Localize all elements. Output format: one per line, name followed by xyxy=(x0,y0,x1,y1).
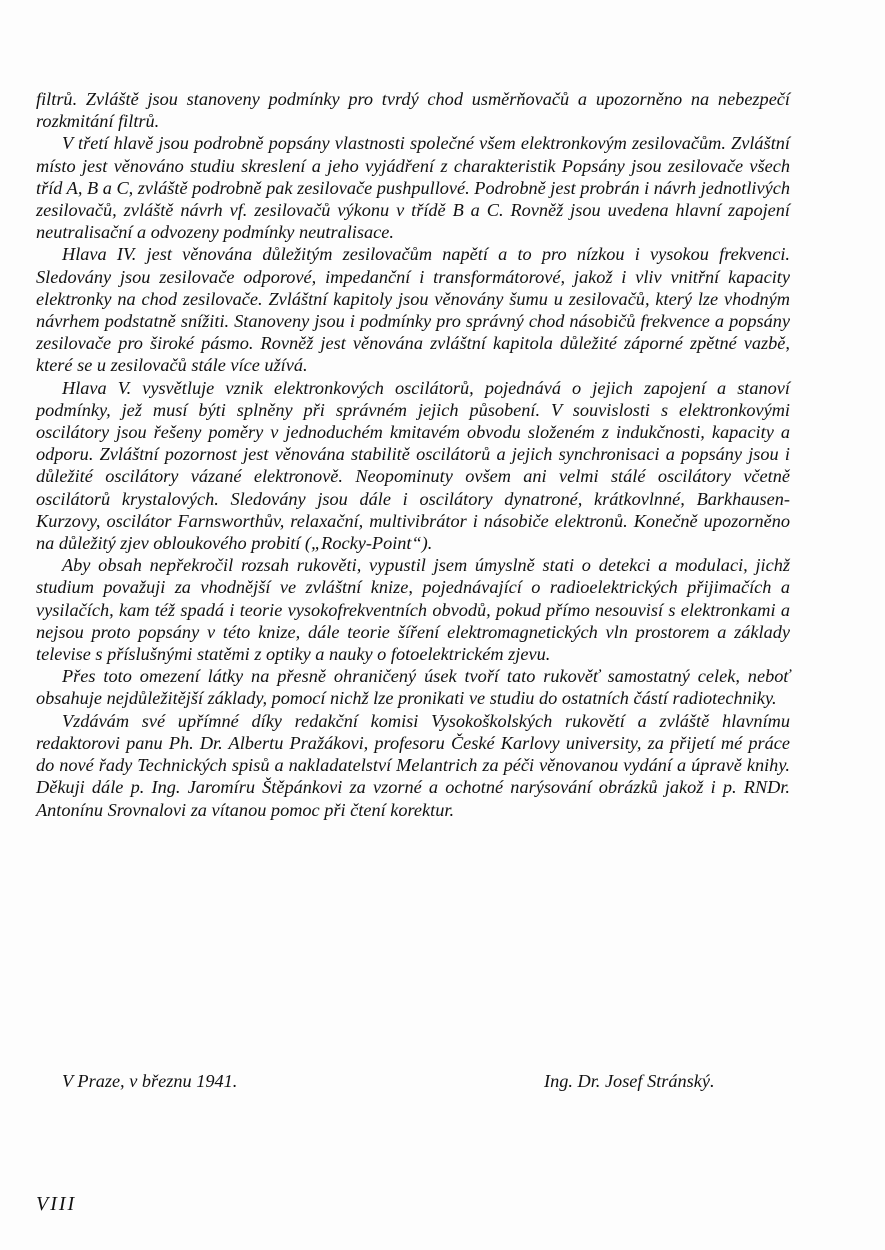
paragraph-4: Hlava V. vysvětluje vznik elektronkových oscilátorů, pojednává o jejich zapojení a stanoví podmínky, jež musí býti splněny při správném jejich působení. V souvislosti s elektronkovými oscilátory jsou řešeny poměry v jednoduchém kmitavém obvodu složeném z indukčnosti, kapacity a odporu. Zvláštní pozornost jest věnována stabilitě oscilátorů a jejich synchronisaci a popsány jsou i důležité oscilátory vázané elektronově. Neopominuty ovšem ani velmi stálé oscilátory včetně oscilátorů krystalových. Sledovány jsou dále i oscilátory dynatroné, krátkovlnné, Barkhausen-Kurzovy, oscilátor Farnsworthův, relaxační, multivibrátor i násobiče elektronů. Konečně upozorněno na důležitý zjev obloukového probití („Rocky-Point“). xyxy=(36,377,790,554)
paragraph-2: V třetí hlavě jsou podrobně popsány vlastnosti společné všem elektronkovým zesilovačům. Zvláštní místo jest věnováno studiu skreslení a jeho vyjádření z charakteristik Popsány jsou zesilovače všech tříd A, B a C, zvláště podrobně pak zesilovače pushpullové. Podrobně jest probrán i návrh jednotlivých zesilovačů, zvláště návrh vf. zesilovačů výkonu v třídě B a C. Rovněž jsou uvedena hlavní zapojení neutralisační a odvozeny podmínky neutralisace. xyxy=(36,133,790,243)
body-text xyxy=(36,88,790,821)
paragraph-7: Vzdávám své upřímné díky redakční komisi Vysokoškolských rukovětí a zvláště hlavnímu redaktorovi panu Ph. Dr. Albertu Pražákovi, profesoru České Karlovy university, za přijetí mé práce do nové řady Technických spisů a nakladatelství Melantrich za péči věnovanou vydání a úpravě knihy. Děkuji dále p. Ing. Jaromíru Štěpánkovi za vzorné a ochotné narýsování obrázků jakož i p. RNDr. Antonínu Srovnalovi za vítanou pomoc při čtení korektur. xyxy=(36,710,790,820)
paragraph-1: filtrů. Zvláště jsou stanoveny podmínky pro tvrdý chod usměrňovačů a upozorněno na nebezpečí rozkmitání filtrů. xyxy=(36,89,790,132)
author-signature: Ing. Dr. Josef Stránský. xyxy=(544,1071,715,1091)
paragraph-3: Hlava IV. jest věnována důležitým zesilovačům napětí a to pro nízkou i vysokou frekvenci. Sledovány jsou zesilovače odporové, impedanční i transformátorové, jakož i vliv vnitřní kapacity elektronky na chod zesilovače. Zvláštní kapitoly jsou věnovány šumu u zesilovačů, který lze vhodným návrhem podstatně snížiti. Stanoveny jsou i podmínky pro správný chod násobičů frekvence a popsány zesilovače pro široké pásmo. Rovněž jest věnována zvláštní kapitola důležité záporné zpětné vazbě, které se u zesilovačů stále více užívá. xyxy=(36,244,790,376)
paragraph-6: Přes toto omezení látky na přesně ohraničený úsek tvoří tato rukověť samostatný celek, neboť obsahuje nejdůležitější základy, pomocí nichž lze pronikati ve studiu do ostatních částí radiotechniky. xyxy=(36,666,790,709)
paragraph-5: Aby obsah nepřekročil rozsah rukověti, vypustil jsem úmyslně stati o detekci a modulaci, jichž studium považuji za vhodnější ve zvláštní knize, pojednávající o radioelektrických přijimačích a vysilačích, kam též spadá i teorie vysokofrekventních obvodů, pokud přímo nesouvisí s elektronkami a nejsou proto popsány v této knize, dále teorie šíření elektromagnetických vln prostorem a základy televise s příslušnými statěmi z optiky a nauky o fotoelektrickém zjevu. xyxy=(36,555,790,665)
page-number: VIII xyxy=(36,1193,77,1215)
place-date: V Praze, v březnu 1941. xyxy=(62,1071,238,1091)
